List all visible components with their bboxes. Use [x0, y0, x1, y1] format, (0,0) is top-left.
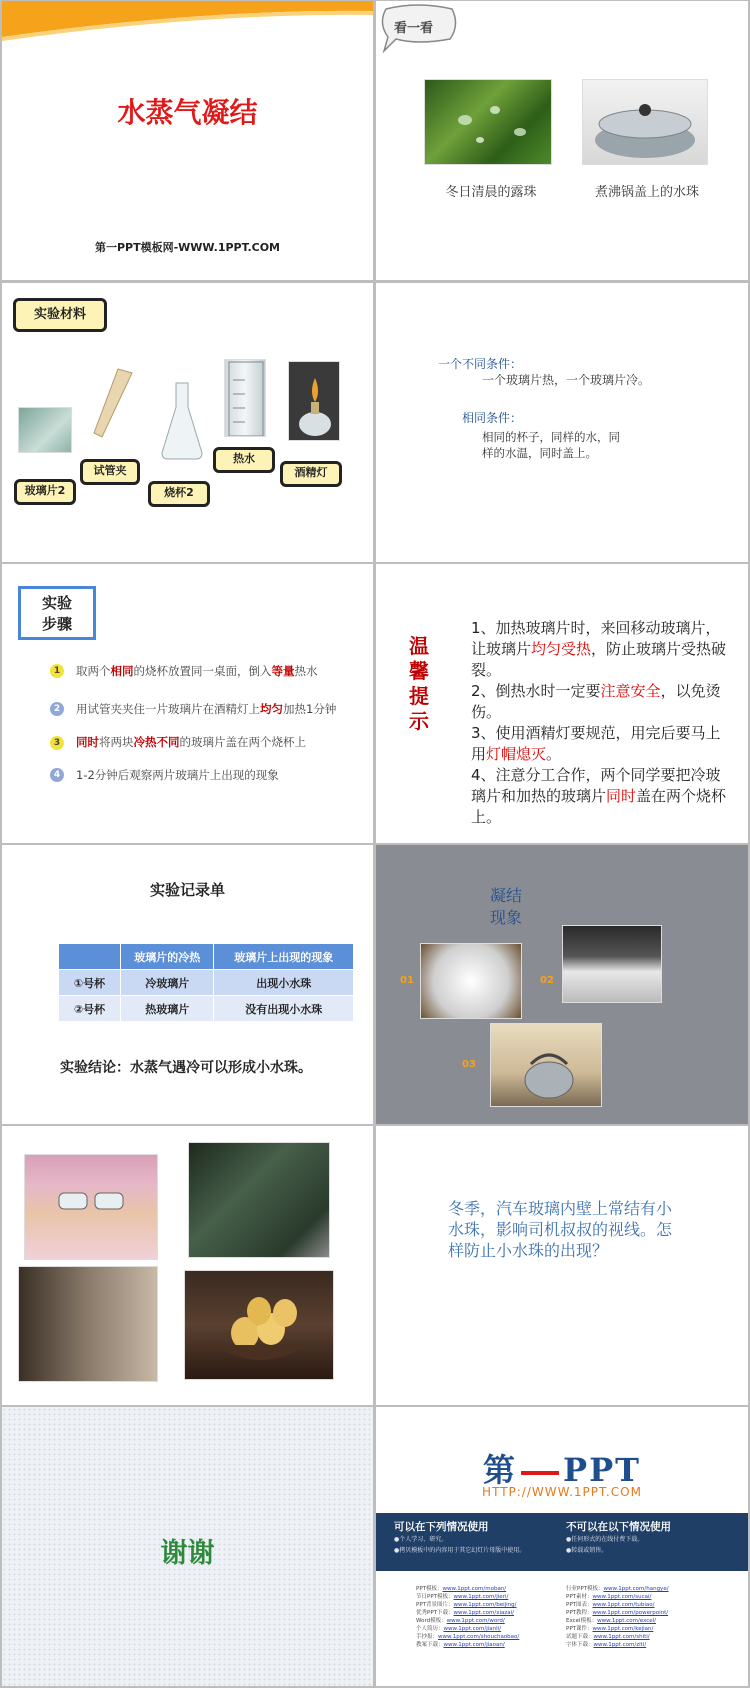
link-label: 试题下载： [566, 1634, 594, 1640]
label-glass-plate: 玻璃片2 [14, 479, 76, 505]
link-row [416, 1641, 519, 1649]
fogged-glasses-photo [24, 1154, 158, 1260]
steamed-buns-photo [420, 943, 522, 1019]
cannot-item: ●转载或销售。 [566, 1547, 608, 1554]
hot-water-beaker-photo [224, 359, 266, 437]
link-label: 行业PPT模板： [566, 1586, 604, 1592]
link-label: 个人简历： [416, 1626, 444, 1632]
link-url[interactable]: www.1ppt.com/hangye/ [603, 1586, 669, 1592]
condensation-title: 凝结 现象 [490, 886, 523, 927]
table-row: ②号杯 热玻璃片 没有出现小水珠 [59, 996, 354, 1022]
link-label: PPT教程： [566, 1610, 593, 1616]
slide-steps[interactable] [2, 564, 373, 843]
link-row [566, 1601, 669, 1609]
cannot-title: 不可以在以下情况使用 [566, 1521, 671, 1533]
slide-thanks[interactable] [2, 1407, 373, 1686]
label-clamp: 试管夹 [80, 459, 140, 485]
link-row [416, 1593, 519, 1601]
link-url[interactable]: www.1ppt.com/shiti/ [593, 1634, 650, 1640]
link-row [566, 1633, 669, 1641]
conclusion: 实验结论：水蒸气遇冷可以形成小水珠。 [60, 1060, 312, 1076]
label-alcohol-lamp: 酒精灯 [280, 461, 342, 487]
link-url[interactable]: www.1ppt.com/powerpoint/ [592, 1610, 669, 1616]
look-badge: 看一看 [394, 21, 434, 36]
can-item: ●个人学习、研究。 [394, 1536, 448, 1543]
link-row [416, 1585, 519, 1593]
tips-text [471, 618, 731, 828]
steps-heading-1: 实验 [41, 594, 72, 612]
steaming-bowl-photo [562, 925, 662, 1003]
link-url[interactable]: www.1ppt.com/moban/ [442, 1586, 507, 1592]
link-row [416, 1617, 519, 1625]
link-row [566, 1617, 669, 1625]
link-url[interactable]: www.1ppt.com/jieri/ [453, 1594, 509, 1600]
page-title: 水蒸气凝结 [117, 96, 258, 129]
link-url[interactable]: www.1ppt.com/jiaoan/ [443, 1642, 505, 1648]
slide-materials[interactable] [2, 283, 373, 562]
record-title: 实验记录单 [149, 881, 225, 899]
step-4: 1-2分钟后观察两片玻璃片上出现的现象 [76, 768, 279, 782]
alcohol-lamp-photo [288, 361, 340, 441]
link-row [416, 1633, 519, 1641]
label-beaker: 烧杯2 [148, 481, 210, 507]
pot-lid-photo [582, 79, 708, 165]
num-02: 02 [540, 975, 554, 986]
breath-photo [18, 1266, 158, 1382]
link-label: Word模板： [416, 1618, 447, 1624]
record-table [58, 943, 354, 1022]
steps-heading-2: 步骤 [41, 615, 72, 633]
logo-dash-icon [521, 1471, 559, 1475]
glass-plate-photo [18, 407, 72, 453]
link-row [566, 1585, 669, 1593]
link-row [416, 1601, 519, 1609]
slide-photos[interactable] [2, 1126, 373, 1405]
link-label: PPT图表： [566, 1602, 593, 1608]
steps-heading-box [18, 586, 96, 640]
diff-label: 一个不同条件： [438, 357, 523, 371]
link-label: 手抄报： [416, 1634, 439, 1640]
slide-look[interactable] [376, 1, 748, 280]
tip-3: 3、使用酒精灯要规范，用完后要马上用灯帽熄灭。 [471, 724, 721, 763]
label-hot-water: 热水 [213, 447, 275, 473]
link-url[interactable]: www.1ppt.com/shouchaobao/ [438, 1634, 520, 1640]
table-header: 玻璃片的冷热 玻璃片上出现的现象 [59, 944, 354, 970]
link-url[interactable]: www.1ppt.com/jianli/ [443, 1626, 502, 1632]
caption-pot: 煮沸锅盖上的水珠 [594, 185, 699, 200]
link-row [416, 1609, 519, 1617]
link-label: PPT课件： [566, 1626, 593, 1632]
step-1: 取两个相同的烧杯放置同一桌面，倒入等量热水 [76, 664, 318, 678]
link-url[interactable]: www.1ppt.com/ziti/ [593, 1642, 647, 1648]
table-row: ①号杯 冷玻璃片 出现小水珠 [59, 970, 354, 996]
link-label: 教案下载： [416, 1642, 444, 1648]
link-label: Excel模板： [566, 1618, 598, 1624]
slide-record[interactable] [2, 845, 373, 1124]
same-label: 相同条件： [462, 411, 523, 425]
link-url[interactable]: www.1ppt.com/xiazai/ [453, 1610, 515, 1616]
dew-photo [424, 79, 552, 165]
step-number-3: 3 [50, 736, 64, 750]
link-row [566, 1609, 669, 1617]
can-title: 可以在下列情况使用 [394, 1521, 489, 1533]
test-tube-clamp-photo [88, 365, 138, 441]
link-url[interactable]: www.1ppt.com/tubiao/ [592, 1602, 655, 1608]
orange-swoosh [2, 1, 373, 41]
link-url[interactable]: www.1ppt.com/beijing/ [453, 1602, 517, 1608]
slide-conditions[interactable] [376, 283, 748, 562]
question-text: 冬季，汽车玻璃内壁上常结有小水珠，影响司机叔叔的视线。怎样防止小水珠的出现？ [448, 1199, 673, 1260]
thanks-text: 谢谢 [160, 1538, 215, 1569]
link-label: 字体下载： [566, 1642, 594, 1648]
links-right [566, 1585, 669, 1649]
flask-photo [158, 379, 206, 461]
ppt-logo: 第 PPT [483, 1451, 641, 1489]
link-row [416, 1625, 519, 1633]
slide-title[interactable] [2, 1, 373, 280]
kettle-photo [490, 1023, 602, 1107]
link-label: 节日PPT模板： [416, 1594, 454, 1600]
link-row [566, 1641, 669, 1649]
step-3: 同时将两块冷热不同的玻璃片盖在两个烧杯上 [76, 735, 306, 749]
link-label: PPT模板： [416, 1586, 443, 1592]
link-url[interactable]: www.1ppt.com/sucai/ [592, 1594, 652, 1600]
diff-text: 一个玻璃片热，一个玻璃片冷。 [482, 373, 651, 387]
step-number-2: 2 [50, 702, 64, 716]
links-left [416, 1585, 519, 1649]
slide-tips[interactable] [376, 564, 748, 843]
link-label: PPT素材： [566, 1594, 593, 1600]
materials-heading: 实验材料 [13, 298, 107, 332]
caption-dew: 冬日清晨的露珠 [445, 185, 537, 200]
cannot-item: ●任何形式的在线付费下载。 [566, 1536, 644, 1543]
tip-4: 4、注意分工合作，两个同学要把冷玻璃片和加热的玻璃片同时盖在两个烧杯上。 [471, 766, 727, 826]
tip-1: 1、加热玻璃片时，来回移动玻璃片，让玻璃片均匀受热，防止玻璃片受热破裂。 [471, 619, 727, 679]
link-row [566, 1593, 669, 1601]
fogged-window-photo [188, 1142, 330, 1258]
slide-question[interactable] [376, 1126, 748, 1405]
pears-photo [184, 1270, 334, 1380]
license-band [376, 1513, 748, 1571]
link-url[interactable]: www.1ppt.com/word/ [446, 1618, 505, 1624]
tip-2: 2、倒热水时一定要注意安全，以免烫伤。 [471, 682, 721, 721]
num-03: 03 [462, 1059, 476, 1070]
link-url[interactable]: www.1ppt.com/kejian/ [592, 1626, 654, 1632]
same-text-1: 相同的杯子，同样的水，同 [482, 430, 620, 444]
link-label: PPT背景图片： [416, 1602, 454, 1608]
link-url[interactable]: www.1ppt.com/excel/ [597, 1618, 657, 1624]
logo-url: HTTP://WWW.1PPT.COM [482, 1485, 642, 1499]
step-number-4: 4 [50, 768, 64, 782]
footer-text: 第一PPT模板网-WWW.1PPT.COM [94, 241, 281, 254]
can-item: ●拷贝模板中的内容用于其它幻灯片母版中使用。 [394, 1547, 526, 1554]
step-number-1: 1 [50, 664, 64, 678]
num-01: 01 [400, 975, 414, 986]
same-text-2: 样的水温，同时盖上。 [482, 446, 597, 460]
tips-side-title: 温 馨 提 示 [409, 634, 429, 733]
step-2: 用试管夹夹住一片玻璃片在酒精灯上均匀加热1分钟 [76, 702, 337, 716]
link-row [566, 1625, 669, 1633]
slide-condensation[interactable] [376, 845, 748, 1124]
slide-license[interactable] [376, 1407, 748, 1686]
link-label: 优秀PPT下载： [416, 1610, 454, 1616]
